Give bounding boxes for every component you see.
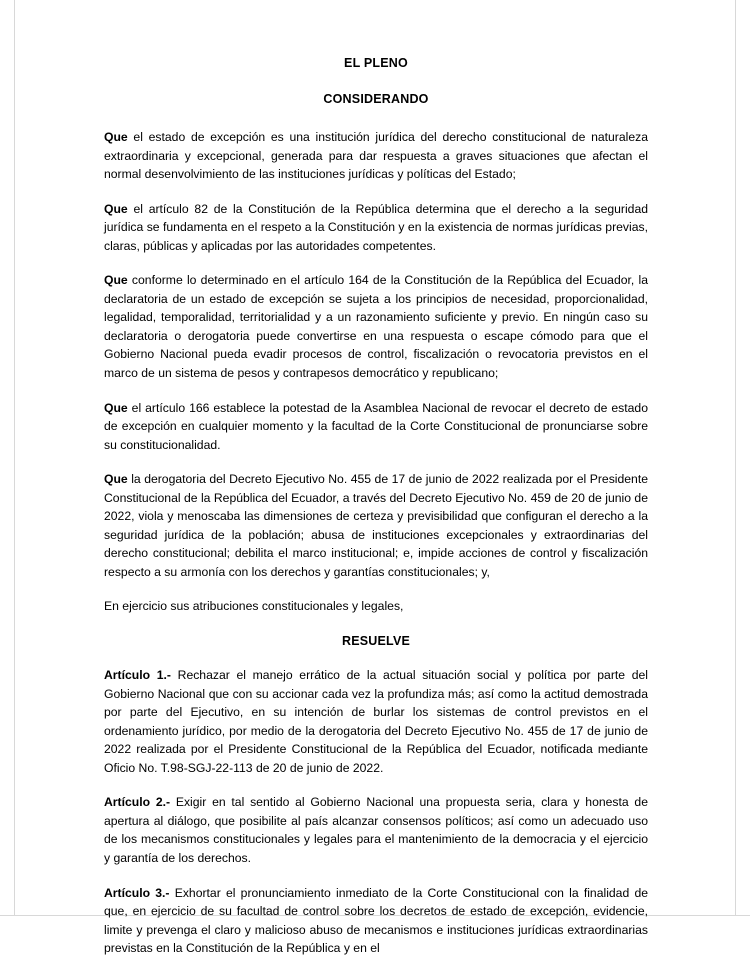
article-1 — [104, 666, 648, 777]
article-2 — [104, 793, 648, 867]
considerando-label: Que — [104, 130, 128, 144]
considerando-text: el artículo 166 establece la potestad de la Asamblea Nacional de revocar el decreto de estado de excepción en cualquier momento y la facultad de la Corte Constitucional de pronunciarse sobre su constitucionalidad. — [104, 400, 648, 452]
considerando-item — [104, 399, 648, 455]
page-left-edge — [0, 0, 15, 956]
considerando-heading: CONSIDERANDO — [323, 92, 429, 106]
considerando-label: Que — [104, 201, 128, 216]
considerando-item — [104, 200, 648, 256]
considerando-label: Que — [104, 472, 128, 487]
considerando-text: la derogatoria del Decreto Ejecutivo No. 455 de 17 de junio de 2022 realizada por el Presidente Constitucional de la República del Ecuador, a través del Decreto Ejecutivo No. 459 de 20 de junio de 2022, viola y menoscaba las dimensiones de certeza y previsibilidad que configuran el derecho a la seguridad jurídica de la población; abusa de instituciones excepcionales y extraordinarias del derecho constitucional; debilita el marco institucional; e, impide acciones de control y fiscalización respecto a su armonía con los derechos y garantías constitucionales; y, — [104, 472, 648, 579]
considerando-item — [104, 271, 648, 382]
resuelve-heading: RESUELVE — [341, 634, 411, 649]
closing-paragraph: En ejercicio sus atribuciones constitucionales y legales, — [104, 599, 404, 614]
article-text: Exhortar el pronunciamiento inmediato de la Corte Constitucional con la finalidad de que, en ejercicio de su facultad de control sobre los decretos de estado de excepción, evidencie, limite y prevenga el claro y malicioso abuso de mecanismos e instituciones jurídicas extraordinarias previstas en la Constitución de la República y en el — [104, 885, 648, 956]
page-title: EL PLENO — [344, 56, 408, 70]
article-label: Artículo 1.- — [104, 668, 171, 683]
considerando-text: el estado de excepción es una institución jurídica del derecho constitucional de naturaleza extraordinaria y excepcional, generada para dar respuesta a graves situaciones que afectan el normal desenvolvimiento de las instituciones jurídicas y políticas del Estado; — [104, 130, 648, 182]
considerando-text: conforme lo determinado en el artículo 164 de la Constitución de la República del Ecuador, la declaratoria de un estado de excepción se sujeta a los principios de necesidad, proporcionalidad, legalidad, temporalidad, territorialidad y a un razonamiento suficiente y previo. En ningún caso su declaratoria o derogatoria puede convertirse en una respuesta o escape cómodo para que el Gobierno Nacional pueda evadir procesos de control, fiscalización o revocatoria previstos en el marco de un sistema de pesos y contrapesos democrático y republicano; — [104, 273, 648, 381]
article-3 — [104, 884, 648, 958]
page-right-edge — [735, 0, 750, 956]
article-label: Artículo 3.- — [104, 885, 170, 900]
considerando-item — [104, 470, 648, 581]
considerando-text: el artículo 82 de la Constitución de la República determina que el derecho a la seguridad jurídica se fundamenta en el respeto a la Constitución y en la existencia de normas jurídicas previas, claras, públicas y aplicadas por las autoridades competentes. — [104, 201, 648, 253]
considerando-label: Que — [104, 273, 128, 288]
considerando-label: Que — [104, 400, 128, 415]
article-label: Artículo 2.- — [104, 795, 171, 810]
document-body — [104, 56, 648, 974]
considerando-item — [104, 128, 648, 184]
article-text: Exigir en tal sentido al Gobierno Nacional una propuesta seria, clara y honesta de apertura al diálogo, que posibilite al país alcanzar consensos políticos; así como un adecuado uso de los mecanismos constitucionales y legales para el mantenimiento de la democracia y el ejercicio y garantía de los derechos. — [104, 795, 648, 865]
article-text: Rechazar el manejo errático de la actual situación social y política por parte del Gobierno Nacional que con su accionar cada vez la profundiza más; así como la actitud demostrada por parte del Ejecutivo, en su intención de burlar los sistemas de control previstos en el ordenamiento jurídico, por medio de la derogatoria del Decreto Ejecutivo No. 455 de 17 de junio de 2022 realizada por el Presidente Constitucional de la República del Ecuador, notificada mediante Oficio No. T.98-SGJ-22-113 de 20 de junio de 2022. — [104, 668, 648, 775]
